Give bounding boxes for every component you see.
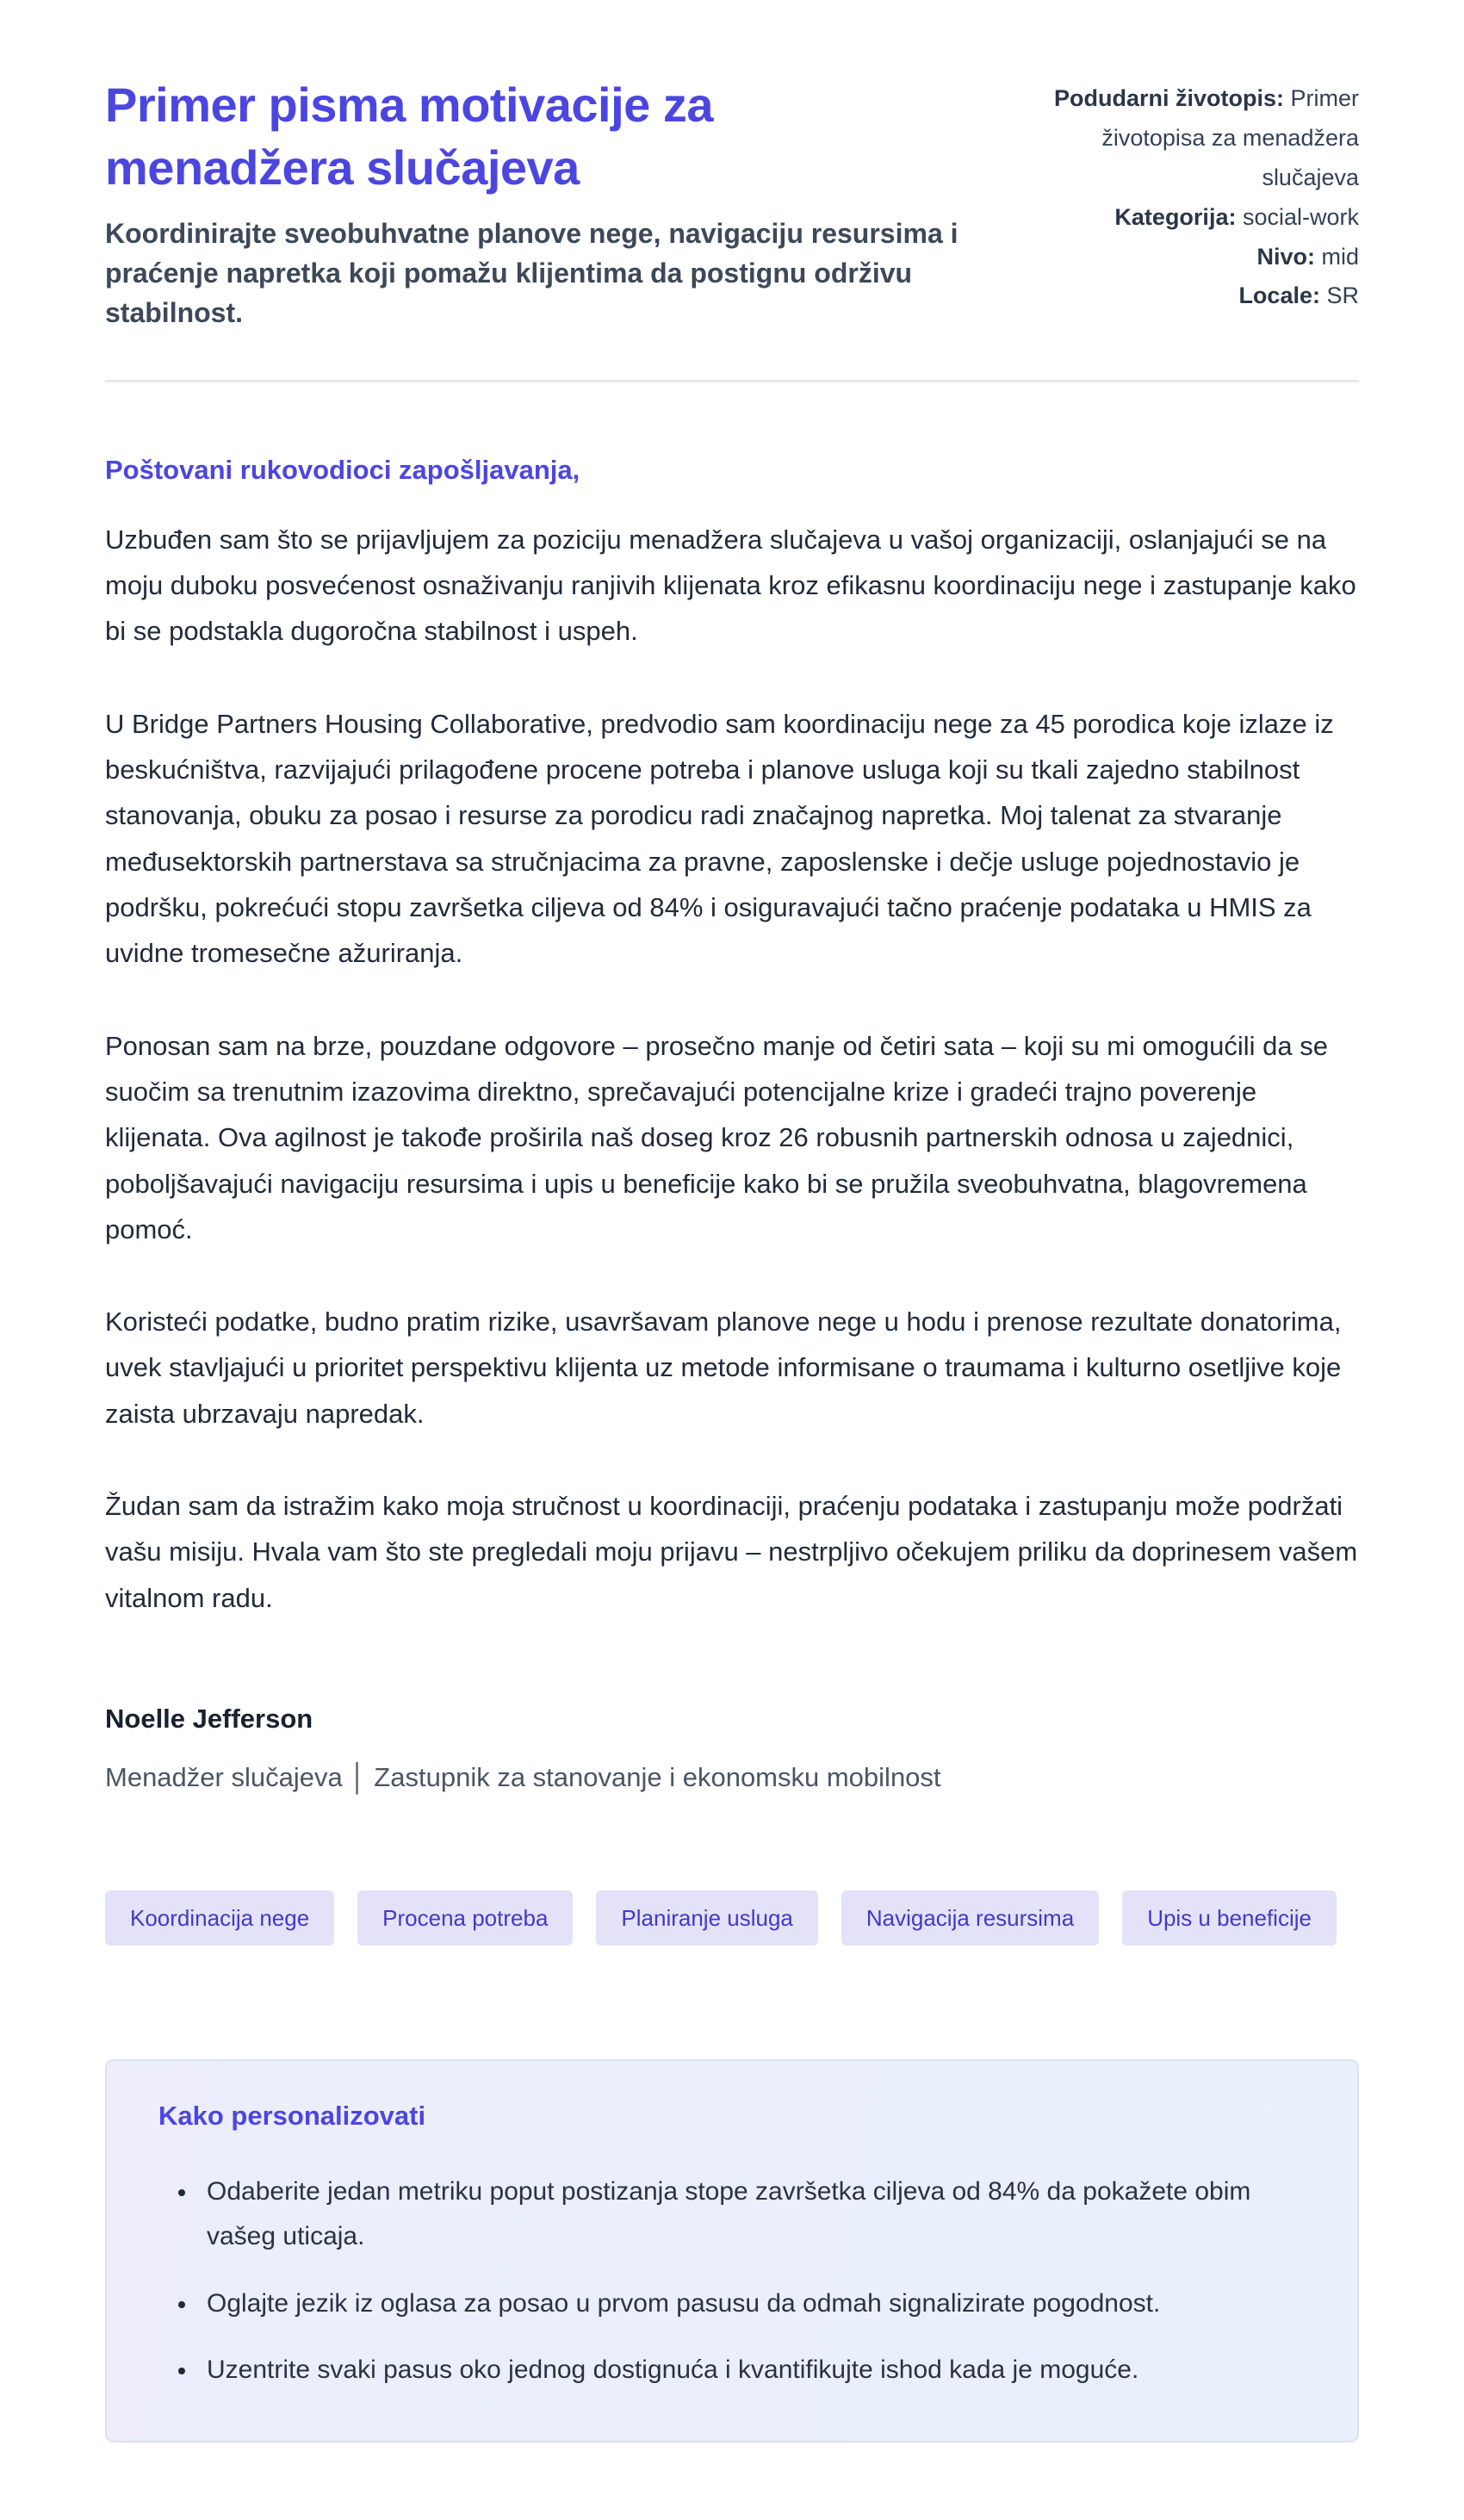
meta-locale-label: Locale: — [1238, 282, 1320, 309]
meta-matching-resume-value: Primer životopisa za menadžera slučajeva — [1101, 85, 1359, 190]
tip-item-2: • Oglajte jezik iz oglasa za posao u prvom pasusu da odmah signalizirate pogodnost. — [198, 2281, 1283, 2326]
letter-paragraph-3: Ponosan sam na brze, pouzdane odgovore – prosečno manje od četiri sata – koji su mi omogućili da se suočim sa trenutnim izazovima direktno, sprečavajući potencijalne krize i gradeći trajno poverenje klijenata. Ova agilnost je takođe proširila naš doseg kroz 26 robusnih partnerskih odnosa u zajednici, poboljšavajući navigaciju resursima i upis u beneficije kako bi se pružila sveobuhvatna, blagovremena pomoć. — [105, 1030, 1328, 1244]
tip-item-1: • Odaberite jedan metriku poput postizanja stope završetka ciljeva od 84% da pokažete obim vašeg uticaja. — [198, 2169, 1283, 2258]
letter-paragraph-4: Koristeći podatke, budno pratim rizike, usavršavam planove nege u hodu i prenose rezultate donatorima, uvek stavljajući u prioritet perspektivu klijenta uz metode informisane o traumama i kulturno osetljive koje zaista ubrzavaju napredak. — [105, 1307, 1342, 1429]
tips-heading: Kako personalizovati — [158, 2101, 426, 2132]
meta-level-value: mid — [1321, 243, 1359, 270]
tag-chip-planiranje-usluga[interactable]: Planiranje usluga — [596, 1890, 817, 1946]
page-title: Primer pisma motivacije za menadžera slučajeva — [105, 78, 714, 195]
meta-category-value: social-work — [1242, 203, 1359, 230]
letter-body — [105, 455, 1359, 1797]
meta-row-level — [1039, 238, 1359, 277]
signature-role: Menadžer slučajeva │ Zastupnik za stanovanje i ekonomsku mobilnost — [105, 1762, 941, 1793]
letter-greeting: Poštovani rukovodioci zapošljavanja, — [105, 454, 580, 485]
page-subtitle: Koordinirajte sveobuhvatne planove nege, navigaciju resursima i praćenje napretka koji pomažu klijentima da postignu održivu stabilnost. — [105, 217, 958, 329]
meta-row-locale — [1039, 276, 1359, 316]
meta-level-label: Nivo: — [1256, 243, 1315, 270]
letter-paragraph-5: Žudan sam da istražim kako moja stručnost u koordinaciji, praćenju podataka i zastupanju može podržati vašu misiju. Hvala vam što ste pregledali moju prijavu – nestrpljivo očekujem priliku da doprinesem vašem vitalnom radu. — [105, 1491, 1358, 1613]
meta-panel — [1039, 74, 1359, 316]
meta-row-category — [1039, 198, 1359, 238]
letter-paragraph-1: Uzbuđen sam što se prijavljujem za poziciju menadžera slučajeva u vašoj organizaciji, oslanjajući se na moju duboku posvećenost osnaživanju ranjivih klijenata kroz efikasnu koordinaciju nege i zastupanje kako bi se podstakla dugoročna stabilnost i uspeh. — [105, 524, 1356, 647]
tip-item-3: • Uzentrite svaki pasus oko jednog dostignuća i kvantifikujte ishod kada je moguće. — [198, 2348, 1283, 2393]
tag-chip-navigacija-resursima[interactable]: Navigacija resursima — [841, 1890, 1099, 1946]
tag-list — [105, 1890, 1359, 1946]
header-title-block — [105, 74, 1001, 333]
tips-list — [158, 2169, 1306, 2392]
header-divider — [105, 380, 1359, 382]
meta-locale-value: SR — [1326, 282, 1359, 309]
personalization-tips-box — [105, 2059, 1359, 2442]
tag-chip-koordinacija-nege[interactable]: Koordinacija nege — [105, 1890, 334, 1946]
meta-category-label: Kategorija: — [1114, 203, 1237, 230]
tag-chip-upis-u-beneficije[interactable]: Upis u beneficije — [1122, 1890, 1337, 1946]
meta-matching-resume-label: Podudarni životopis: — [1053, 85, 1284, 111]
signature-name: Noelle Jefferson — [105, 1704, 313, 1735]
meta-row-matching-resume — [1039, 79, 1359, 198]
header — [105, 74, 1359, 333]
tag-chip-procena-potreba[interactable]: Procena potreba — [357, 1890, 573, 1946]
letter-paragraph-2: U Bridge Partners Housing Collaborative, predvodio sam koordinaciju nege za 45 porodica koje izlaze iz beskućništva, razvijajući prilagođene procene potreba i planove usluga koji su tkali zajedno stabilnost stanovanja, obuku za posao i resurse za porodicu radi značajnog napretka. Moj talenat za stvaranje međusektorskih partnerstava sa stručnjacima za pravne, zaposlenske i dečje usluge pojednostavio je podršku, pokrećući stopu završetka ciljeva od 84% i osiguravajući tačno praćenje podataka u HMIS za uvidne tromesečne ažuriranja. — [105, 708, 1334, 969]
